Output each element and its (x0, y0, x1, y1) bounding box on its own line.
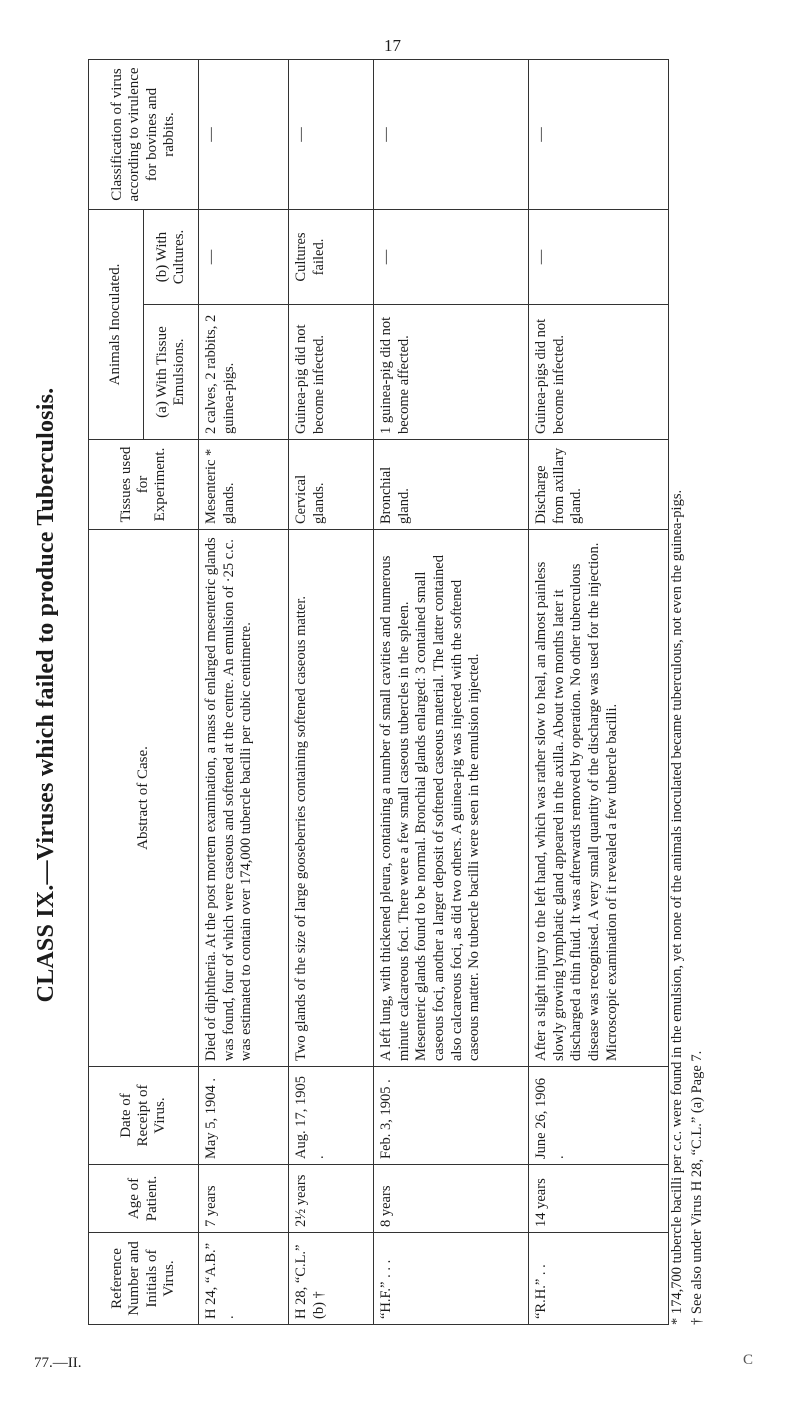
page-number: 17 (384, 36, 401, 55)
cell-date: June 26, 1906 . (529, 1067, 669, 1165)
footnote-asterisk: * 174,700 tubercle bacilli per c.c. were found in the emulsion, yet none of the animals inoculated became tuberculous, not even the guinea-pigs. (669, 489, 685, 1325)
table-row (374, 59, 529, 1324)
rotated-table-page (18, 65, 718, 1325)
cell-with-cultures: — (199, 209, 289, 304)
header-with-tissue: (a) With Tissue Emulsions. (144, 305, 199, 440)
cell-tissues: Cervical glands. (289, 440, 374, 530)
virus-table (88, 59, 669, 1325)
cell-with-tissue: 1 guinea-pig did not become affected. (374, 305, 529, 440)
cell-reference: H 28, “C.L.” (b) † (289, 1233, 374, 1325)
header-classification: Classification of virus according to virulence for bovines and rabbits. (89, 59, 199, 209)
cell-abstract: A left lung, with thickened pleura, containing a number of small cavities and numerous minute calcareous foci. There were a few small caseous tubercles in the spleen. Mesenteric glands found to be normal. Bronchial glands enlarged: 3 contained small caseous foci, another a larger deposit of softened caseous material. The latter contained also calcareous foci, as did two others. A guinea-pig was injected with the softened caseous matter. No tubercle bacilli were seen in the emulsion injected. (374, 530, 529, 1067)
header-reference: Reference Number and Initials of Virus. (89, 1233, 199, 1325)
cell-reference: H 24, “A.B.” . (199, 1233, 289, 1325)
cell-with-tissue: 2 calves, 2 rabbits, 2 guinea-pigs. (199, 305, 289, 440)
header-abstract: Abstract of Case. (89, 530, 199, 1067)
cell-classification: — (289, 59, 374, 209)
cell-reference: “H.F.” . . . (374, 1233, 529, 1325)
cell-abstract: After a slight injury to the left hand, which was rather slow to heal, an almost painless slowly growing lymphatic gland appeared in the axilla. About two months later it discharged a thin fluid. It was afterwards removed by operation. No other tuberculous disease was recognised. A very small quantity of the discharge was used for the injection. Microscopic examination of it revealed a few tubercle bacilli. (529, 530, 669, 1067)
cell-with-tissue: Guinea-pigs did not become infected. (529, 305, 669, 440)
table-title: CLASS IX.—Viruses which failed to produce Tuberculosis. (33, 387, 59, 1003)
corner-mark: C (743, 1352, 754, 1368)
footnotes (668, 65, 707, 1325)
cell-tissues: Mesenteric * glands. (199, 440, 289, 530)
header-animals: Animals Inoculated. (89, 209, 144, 439)
header-tissues: Tissues used for Experiment. (89, 440, 199, 530)
cell-age: 14 years (529, 1165, 669, 1233)
cell-abstract: Died of diphtheria. At the post mortem examination, a mass of enlarged mesenteric glands was found, four of which were caseous and softened at the centre. An emulsion of ·25 c.c. was estimated to contain over 174,000 tubercle bacilli per cubic centimetre. (199, 530, 289, 1067)
cell-date: May 5, 1904 . (199, 1067, 289, 1165)
header-age: Age of Patient. (89, 1165, 199, 1233)
cell-abstract: Two glands of the size of large gooseberries containing softened caseous matter. (289, 530, 374, 1067)
cell-classification: — (199, 59, 289, 209)
cell-with-cultures: — (529, 209, 669, 304)
cell-date: Aug. 17, 1905 . (289, 1067, 374, 1165)
cell-tissues: Bronchial gland. (374, 440, 529, 530)
header-date: Date of Receipt of Virus. (89, 1067, 199, 1165)
cell-with-cultures: — (374, 209, 529, 304)
footnote-dagger: † See also under Virus H 28, “C.L.” (a) Page 7. (688, 1050, 705, 1325)
sheet-identifier: 77.—II. (34, 1355, 82, 1371)
header-with-cultures: (b) With Cultures. (144, 209, 199, 304)
cell-classification: — (374, 59, 529, 209)
table-row (199, 59, 289, 1324)
table-row (289, 59, 374, 1324)
cell-with-cultures: Cultures failed. (289, 209, 374, 304)
cell-age: 8 years (374, 1165, 529, 1233)
cell-reference: “R.H.” . . (529, 1233, 669, 1325)
cell-with-tissue: Guinea-pig did not become infected. (289, 305, 374, 440)
cell-date: Feb. 3, 1905 . (374, 1067, 529, 1165)
cell-classification: — (529, 59, 669, 209)
table-row (529, 59, 669, 1324)
cell-age: 2½ years (289, 1165, 374, 1233)
cell-age: 7 years (199, 1165, 289, 1233)
cell-tissues: Discharge from axillary gland. (529, 440, 669, 530)
